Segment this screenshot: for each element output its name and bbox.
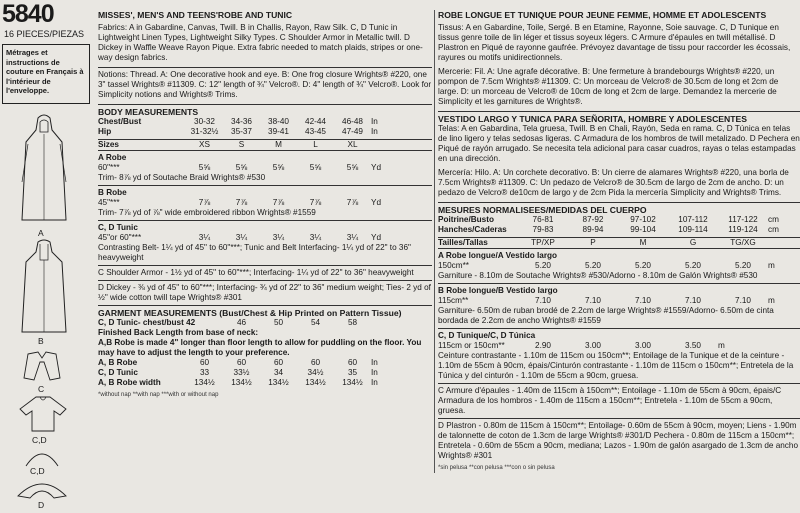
length-label: A, B Robe xyxy=(98,358,138,367)
fr-a-label: A Robe longue/A Vestido largo xyxy=(438,251,558,260)
hanches-value: 79-83 xyxy=(532,225,554,234)
yardage-value: 5⅝ xyxy=(235,163,248,172)
length-value: 60 xyxy=(310,358,321,367)
hanches-value: 119-124 xyxy=(728,225,758,234)
taille-value: TP/XP xyxy=(531,238,555,247)
translation-column xyxy=(434,10,800,473)
fr-cd-label: C, D Tunique/C, D Túnica xyxy=(438,331,536,340)
divider xyxy=(438,202,800,203)
hanches-row xyxy=(438,225,800,235)
fr-cd-width: 115cm or 150cm** xyxy=(438,341,505,350)
hip-label: Hip xyxy=(98,127,112,136)
b-robe-label: B Robe xyxy=(98,188,127,197)
view-b-illustration xyxy=(14,238,74,339)
size-value: M xyxy=(275,140,282,149)
length-value: 60 xyxy=(236,358,247,367)
hip-value: 39-41 xyxy=(268,127,289,136)
fr-b-garniture: Garniture- 6.50m de ruban brodé de 2.2cm de large Wrights® #1559/Adorno- 6.50m de cinta bordada de 2.2cm de ancho Wrights® #1559 xyxy=(438,306,774,325)
metre-value: 5.20 xyxy=(685,261,701,270)
view-cd-label: C,D xyxy=(32,435,47,445)
garment-value: 46 xyxy=(236,318,247,327)
garment-row xyxy=(98,318,432,328)
a-robe-label: A Robe xyxy=(98,153,127,162)
unit-m: m xyxy=(768,296,775,305)
divider xyxy=(98,305,432,306)
poitrine-value: 107-112 xyxy=(678,215,708,224)
taille-value: G xyxy=(689,238,697,247)
body-measurements-title: BODY MEASUREMENTS xyxy=(98,107,199,117)
metre-value: 2.90 xyxy=(535,341,551,350)
view-cd-illustration xyxy=(18,395,68,438)
yardage-value: 7⅞ xyxy=(198,198,211,207)
fr-cd-block xyxy=(438,331,800,381)
chest-label: Chest/Bust xyxy=(98,117,142,126)
yardage-value: 3¼ xyxy=(272,233,285,242)
fr-cd-yardage-row xyxy=(438,341,800,351)
shoulder-armor-drawing xyxy=(22,350,62,382)
metre-value: 3.00 xyxy=(635,341,651,350)
a-trim-text: Trim- 8⅞ yd of Soutache Braid Wrights® #530 xyxy=(98,173,266,182)
yardage-value: 7⅞ xyxy=(309,198,322,207)
yardage-value: 3¼ xyxy=(309,233,322,242)
poitrine-value: 97-102 xyxy=(630,215,656,224)
length-value: 60 xyxy=(199,358,210,367)
hip-row xyxy=(98,127,432,137)
dickey-text: D Dickey - ⅜ yd of 45" to 60"***; Interfacing- ¾ yd of 22" to 36" medium weight; Ties- 2 yd of ½" wide cotton twill tape Wrights® #301 xyxy=(98,283,431,302)
unit-in: In xyxy=(371,358,378,367)
fr-a-block xyxy=(438,251,800,281)
chest-value: 38-40 xyxy=(268,117,289,126)
length-value: 33 xyxy=(199,368,210,377)
yardage-value: 5⅝ xyxy=(272,163,285,172)
taille-value: M xyxy=(639,238,647,247)
garment-measurements-title: GARMENT MEASUREMENTS (Bust/Chest & Hip Printed on Pattern Tissue) xyxy=(98,308,402,318)
divider xyxy=(438,111,800,112)
length-value: 60 xyxy=(347,358,358,367)
hanches-value: 109-114 xyxy=(678,225,708,234)
fr-a-width: 150cm** xyxy=(438,261,469,270)
divider xyxy=(438,418,800,419)
dickey-drawing xyxy=(14,476,70,502)
tailles-label: Tailles/Tallas xyxy=(438,238,488,247)
hip-value: 43-45 xyxy=(305,127,326,136)
cd-tunic-width: 45"or 60"*** xyxy=(98,233,142,242)
metre-value: 5.20 xyxy=(635,261,651,270)
english-title: MISSES', MEN'S AND TEENS'ROBE AND TUNIC xyxy=(98,10,293,20)
sizes-label: Sizes xyxy=(98,140,119,149)
size-value: L xyxy=(313,140,318,149)
merceria-text: Mercería: Hilo. A: Un corchete decorativo. B: Un cierre de alamares Wrights® #220, una borla de 7.5cm Wrights® #11309. C: Un pedazo de Velcro® de 30.5cm de largo de 2cm de ancho. D: un pedazo de Velcro® de10cm de largo y de 2cm Pida la mercería Simplicity and Wrights® Trims. xyxy=(438,168,789,197)
length-label: A, B Robe width xyxy=(98,378,161,387)
finished-length-title: Finished Back Length from base of neck: xyxy=(98,328,259,337)
unit-in: In xyxy=(371,127,378,136)
hip-value: 35-37 xyxy=(231,127,252,136)
yardage-value: 5⅝ xyxy=(198,163,211,172)
size-value: XL xyxy=(347,140,358,149)
metre-value: 7.10 xyxy=(585,296,601,305)
garment-row-label: C, D Tunic- chest/bust 42 xyxy=(98,318,196,327)
length-value: 134½ xyxy=(231,378,252,387)
english-footnote: *without nap **with nap ***with or without nap xyxy=(98,392,219,398)
fr-armure-text: C Armure d'épaules - 1.40m de 115cm à 150cm**; Entoilage - 1.10m de 55cm à 90cm, épais/C Armadura de los hombros - 1.40m de 115cm a 150cm**; Entretela - 1.10m de 55cm a 90cm, gruesa. xyxy=(438,386,782,415)
collar-drawing xyxy=(22,448,62,468)
cd-tunic-label: C, D Tunic xyxy=(98,223,138,232)
metre-value: 5.20 xyxy=(735,261,751,270)
yardage-value: 7⅞ xyxy=(272,198,285,207)
chest-value: 34-36 xyxy=(231,117,252,126)
spanish-footnote: *sin pelusa **con pelusa ***con o sin pelusa xyxy=(438,465,555,471)
poitrine-value: 76-81 xyxy=(532,215,554,224)
yardage-value: 3¼ xyxy=(198,233,211,242)
yardage-value: 7⅞ xyxy=(235,198,248,207)
length-row xyxy=(98,378,432,388)
pieces-count: 16 PIECES/PIEZAS xyxy=(4,29,85,39)
length-value: 34½ xyxy=(307,368,324,377)
pattern-number: 5840 xyxy=(2,0,54,28)
unit-cm: cm xyxy=(768,225,779,234)
length-row xyxy=(98,358,432,368)
tunic-drawing xyxy=(18,395,68,433)
garment-value: 58 xyxy=(347,318,358,327)
view-b-label: B xyxy=(38,336,44,346)
yardage-value: 5⅝ xyxy=(309,163,322,172)
tailles-row xyxy=(438,237,800,249)
divider xyxy=(98,280,432,281)
fr-b-yardage-row xyxy=(438,296,800,306)
metre-value: 7.10 xyxy=(535,296,551,305)
poitrine-label: Poitrine/Busto xyxy=(438,215,494,224)
view-a-label: A xyxy=(38,228,44,238)
metre-value: 7.10 xyxy=(735,296,751,305)
fr-plastron-text: D Plastron - 0.80m de 115cm à 150cm**; Entoilage- 0.60m de 55cm à 90cm, moyen; Liens - 1.90m de talonnette de coton de 1.3cm de large Wrights® #301/D Pechera - 0.80m de 115cm a 150cm**; Entretela - 0.60m de 55cm a 90cm, mediana; Lazos - 1.90m de galón asargado de 1.3cm de ancho Wrights® #301 xyxy=(438,421,799,460)
fr-b-block xyxy=(438,286,800,326)
metre-value: 7.10 xyxy=(685,296,701,305)
length-label: C, D Tunic xyxy=(98,368,138,377)
view-d-label: D xyxy=(38,500,45,510)
hip-value: 31-32½ xyxy=(190,127,219,136)
hanches-label: Hanches/Caderas xyxy=(438,225,507,234)
length-value: 134½ xyxy=(268,378,289,387)
mesures-title: MESURES NORMALISEES/MEDIDAS DEL CUERPO xyxy=(438,205,647,215)
hip-value: 47-49 xyxy=(342,127,363,136)
taille-value: TG/XG xyxy=(730,238,756,247)
length-value: 35 xyxy=(347,368,358,377)
yardage-value: 5⅝ xyxy=(346,163,359,172)
english-column xyxy=(98,10,432,400)
unit-m: m xyxy=(718,341,725,350)
b-robe-yardage-row xyxy=(98,198,432,208)
cd-tunic-yardage-row xyxy=(98,233,432,243)
view-cd2-label: C,D xyxy=(30,466,45,476)
unit-in: In xyxy=(371,378,378,387)
metre-value: 5.20 xyxy=(585,261,601,270)
fr-b-label: B Robe longue/B Vestido largo xyxy=(438,286,558,295)
chest-value: 46-48 xyxy=(342,117,363,126)
length-value: 33½ xyxy=(233,368,250,377)
fabrics-text: Fabrics: A in Gabardine, Canvas, Twill. B in Challis, Rayon, Raw Silk. C, D Tunic in Lightweight Linen Types, Lightweight Silky Types. C Shoulder Armor in Metallic twill. D Dickey in Waffle Weave Rayon Pique. Extra fabric needed to match plaids, stripes or one-way design fabrics. xyxy=(98,23,423,62)
b-robe-block xyxy=(98,188,432,218)
length-value: 60 xyxy=(273,358,284,367)
yardage-value: 7⅞ xyxy=(346,198,359,207)
b-robe-width: 45"*** xyxy=(98,198,120,207)
hanches-value: 99-104 xyxy=(630,225,656,234)
length-row xyxy=(98,368,432,378)
tissus-text: Tissus: A en Gabardine, Toile, Sergé. B en Etamine, Rayonne, Soie sauvage. C, D Tunique en tissus genre toile de lin léger et tissus soyeux légers. C Armure d'épaules en twill métallisé. D Plastron en Piqué de rayonne gaufrée. Prévoyez davantage de tissu pour raccorder les écossais, rayures ou motifs unidirectionnels. xyxy=(438,23,791,62)
divider xyxy=(438,328,800,329)
unit-m: m xyxy=(768,261,775,270)
yardage-value: 3¼ xyxy=(346,233,359,242)
finished-length-note: A,B Robe is made 4" longer than floor length to allow for puddling on the floor. You may have to adjust the length to your preference. xyxy=(98,338,422,357)
poitrine-row xyxy=(438,215,800,225)
garment-value: 50 xyxy=(273,318,284,327)
length-value: 34 xyxy=(273,368,284,377)
garment-value: 54 xyxy=(310,318,321,327)
a-robe-block xyxy=(98,153,432,183)
divider xyxy=(98,220,432,221)
size-value: XS xyxy=(199,140,210,149)
metre-value: 5.20 xyxy=(535,261,551,270)
a-robe-width: 60"*** xyxy=(98,163,120,172)
poitrine-value: 87-92 xyxy=(582,215,604,224)
sizes-row xyxy=(98,139,432,151)
divider xyxy=(98,104,432,105)
taille-value: P xyxy=(590,238,596,247)
view-c-label: C xyxy=(38,384,45,394)
unit-yd: Yd xyxy=(371,163,382,172)
length-value: 134½ xyxy=(342,378,363,387)
unit-cm: cm xyxy=(768,215,779,224)
mercerie-text: Mercerie: Fil. A: Une agrafe décorative. B: Une fermeture à brandebourgs Wrights® #220, un pompon de 7.5cm Wrights® #11309. C: Un morceau de Velcro® de 30.5cm de long et 2cm de large. D: un morceau de Velcro® de 10cm de long et 2cm de large. Demandez la mercerie de Simplicity et les garnitures de Wrights®. xyxy=(438,67,779,106)
fr-a-yardage-row xyxy=(438,261,800,271)
fr-a-garniture: Garniture - 8.10m de Soutache Wrights® #530/Adorno - 8.10m de Galón Wrights® #530 xyxy=(438,271,758,280)
divider xyxy=(98,67,432,68)
french-title: ROBE LONGUE ET TUNIQUE POUR JEUNE FEMME, HOMME ET ADOLESCENTS xyxy=(438,10,767,20)
fr-b-width: 115cm** xyxy=(438,296,469,305)
metre-value: 7.10 xyxy=(635,296,651,305)
divider xyxy=(438,383,800,384)
divider xyxy=(98,265,432,266)
notions-text: Notions: Thread. A: One decorative hook and eye. B: One frog closure Wrights® #220, one 3" tassel Wrights® #11309. C: 12" length of ¾" Velcro®. D: 4" length of ¾" Velcro®. Look for Simplicity notions and Wrights® Trims. xyxy=(98,70,432,99)
length-value: 134½ xyxy=(305,378,326,387)
hanches-value: 89-94 xyxy=(582,225,604,234)
spanish-title: VESTIDO LARGO Y TUNICA PARA SEÑORITA, HOMBRE Y ADOLESCENTES xyxy=(438,114,747,124)
unit-in: In xyxy=(371,117,378,126)
a-robe-yardage-row xyxy=(98,163,432,173)
b-trim-text: Trim- 7⅞ yd of ⅞" wide embroidered ribbon Wrights® #1559 xyxy=(98,208,316,217)
robe-a-drawing xyxy=(14,112,74,224)
poitrine-value: 117-122 xyxy=(728,215,758,224)
cd-tunic-block xyxy=(98,223,432,263)
chest-row xyxy=(98,117,432,127)
view-c-illustration xyxy=(22,350,62,387)
metre-value: 3.00 xyxy=(585,341,601,350)
fr-ceinture-text: Ceinture contrastante - 1.10m de 115cm ou 150cm**; Entoilage de la Tunique et de la ceinture - 1.10m de 55cm à 90cm, épais/Cinturón contrastante - 1.10m de 115cm o 150cm**; Entretela de la Túnica y del cinturón - 1.10m de 55cm a 90cm, gruesa. xyxy=(438,351,794,380)
contrasting-belt-text: Contrasting Belt- 1¼ yd of 45" to 60"***; Tunic and Belt Interfacing- 1¼ yd of 22" to 36" heavyweight xyxy=(98,243,411,262)
chest-value: 42-44 xyxy=(305,117,326,126)
yardage-value: 3¼ xyxy=(235,233,248,242)
french-note-box: Métrages et instructions de couture en Français à l'intérieur de l'enveloppe. xyxy=(2,44,90,104)
unit-yd: Yd xyxy=(371,233,382,242)
unit-in: In xyxy=(371,368,378,377)
divider xyxy=(438,283,800,284)
size-value: S xyxy=(238,140,245,149)
view-a-illustration xyxy=(14,112,74,229)
shoulder-armor-text: C Shoulder Armor - 1½ yd of 45" to 60"***; Interfacing- 1¼ yd of 22" to 36" heavyweight xyxy=(98,268,414,277)
telas-text: Telas: A en Gabardina, Tela gruesa, Twill. B en Chali, Rayón, Seda en rama. C, D Túnica en telas de lino ligero y telas sedosas ligeras. C Armadura de los hombros de twill metalizado. D Pechera en Piqué de rayón arrugado. Se necesita tela adicional para casar cuadros, rayas o telas estampadas en una dirección. xyxy=(438,124,800,163)
metre-value: 3.50 xyxy=(685,341,701,350)
unit-yd: Yd xyxy=(371,198,382,207)
chest-value: 30-32 xyxy=(194,117,215,126)
robe-b-drawing xyxy=(14,238,74,334)
divider xyxy=(98,185,432,186)
length-value: 134½ xyxy=(194,378,215,387)
